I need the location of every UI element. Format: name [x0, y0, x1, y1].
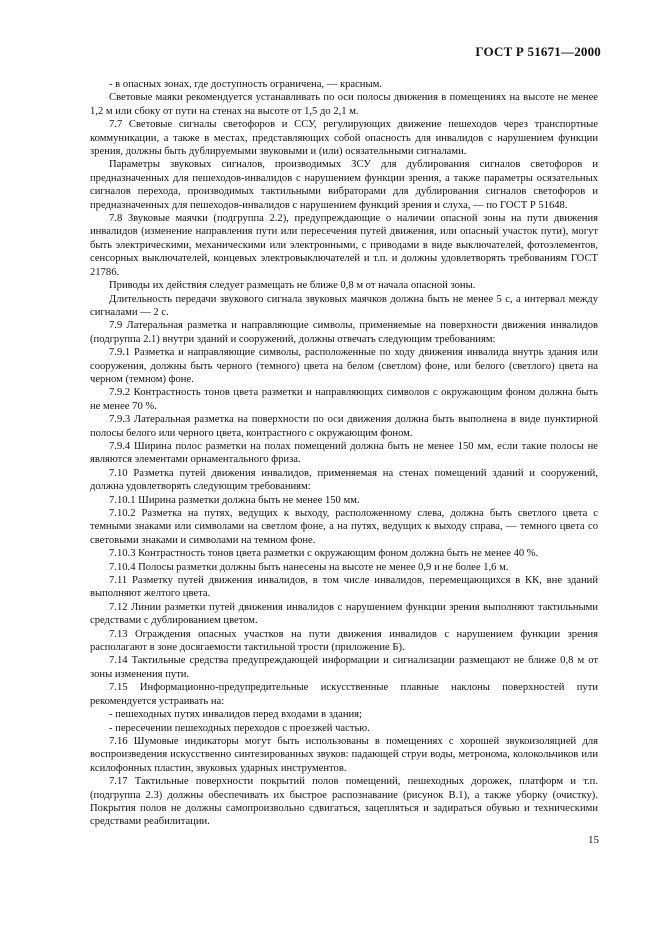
paragraph-7-7: 7.7 Световые сигналы светофоров и ССУ, регулирующих движение пешеходов через транспортные коммуникации, а также в местах, представляющих собой опасность для инвалидов с нарушением функции зрения, должны быть дублируемыми звуковыми и (или) осязательными сигналами. [90, 119, 598, 158]
paragraph-signal-duration: Длительность передачи звукового сигнала звуковых маячков должна быть не менее 5 с, а интервал между сигналами — 2 с. [90, 293, 598, 318]
paragraph-7-15: 7.15 Информационно-предупредительные искусственные плавные наклоны поверхностей пути рекомендуется устраивать на: [90, 682, 598, 707]
paragraph-7-9: 7.9 Латеральная разметка и направляющие символы, применяемые на поверхности движения инвалидов (подгруппа 2.1) внутри зданий и сооружений, должны отвечать следующим требованиям: [90, 320, 598, 345]
paragraph-7-9-4: 7.9.4 Ширина полос разметки на полах помещений должна быть не менее 150 мм, если такие полосы не являются элементами орнаментального фриза. [90, 440, 598, 466]
paragraph-7-10-2: 7.10.2 Разметка на путях, ведущих к выходу, расположенному слева, должна быть светлого цвета с темными знаками или символами на светлом фоне, а на путях, ведущих к выходу справа, — темного цвета со световыми знаками и символами на темном фоне. [90, 508, 598, 546]
paragraph-7-10: 7.10 Разметка путей движения инвалидов, применяемая на стенах помещений зданий и сооружений, должна удовлетворять следующим требованиям: [90, 467, 598, 493]
paragraph-7-9-2: 7.9.2 Контрастность тонов цвета разметки и направляющих символов с окружающим фоном должна быть не менее 70 %. [90, 387, 598, 412]
paragraph-7-13: 7.13 Ограждения опасных участков на пути движения инвалидов с нарушением функции зрения располагают в зоне досягаемости тактильной трости (приложение Б). [90, 628, 598, 654]
page-number: 15 [588, 834, 599, 846]
paragraph-drive-placement: Приводы их действия следует размещать не ближе 0,8 м от начала опасной зоны. [109, 280, 476, 292]
paragraph-light-beacons: Световые маяки рекомендуется устанавливать по оси полосы движения в помещениях на высоте не менее 1,2 м или сбоку от пути на стенах на высоте от 1,5 до 2,1 м. [90, 92, 598, 117]
paragraph-red-zone: - в опасных зонах, где доступность ограничена, — красным. [109, 79, 382, 90]
list-item-crossings: - пересечении пешеходных переходов с проезжей частью. [109, 722, 370, 734]
paragraph-7-11: 7.11 Разметку путей движения инвалидов, в том числе инвалидов, перемещающихся в КК, вне зданий выполняют желтого цвета. [90, 575, 598, 600]
paragraph-7-9-1: 7.9.1 Разметка и направляющие символы, расположенные по ходу движения инвалида внутрь здания или сооружения, должны быть черного (темного) цвета на белом (светлом) фоне, или белого (светлого) цвета на черном (темном) фоне. [90, 347, 598, 385]
paragraph-7-10-3: 7.10.3 Контрастность тонов цвета разметки с окружающим фоном должна быть не менее 40 %. [109, 548, 539, 560]
paragraph-7-17: 7.17 Тактильные поверхности покрытий полов помещений, пешеходных дорожек, платформ и т.п. (подгруппа 2.3) должны обеспечивать их быстрое распознавание (рисунок В.1), а также уборку (очистку). Покрытия полов не должны самопроизвольно сдвигаться, зацепляться и задираться обувью и техническими средствами реабилитации. [90, 776, 598, 828]
paragraph-7-10-4: 7.10.4 Полосы разметки должны быть нанесены на высоте не менее 0,9 и не более 1,6 м. [109, 561, 509, 573]
paragraph-sound-parameters: Параметры звуковых сигналов, производимых ЗСУ для дублирования сигналов светофоров и предназначенных для пешеходов-инвалидов с нарушением функции зрения, а также параметры осязательных сигналов перехода, производимых тактильными вибраторами для дублирования сигналов светофоров и предназначенных для пешеходов-инвалидов с нарушением функций зрения и слуха, — по ГОСТ Р 51648. [90, 159, 598, 211]
paragraph-7-16: 7.16 Шумовые индикаторы могут быть использованы в помещениях с хорошей звукоизоляцией для воспроизведения искусственно синтезированных звуков: падающей струи воды, метронома, колокольчиков или ксилофонных пластин, звуковых ударных инструментов. [90, 735, 598, 774]
paragraph-7-12: 7.12 Линии разметки путей движения инвалидов с нарушением функции зрения выполняют тактильными средствами с дублированием цветом. [90, 601, 598, 627]
list-item-building-entrances: - пешеходных путях инвалидов перед входами в здания; [109, 709, 362, 721]
paragraph-7-8: 7.8 Звуковые маячки (подгруппа 2.2), предупреждающие о наличии опасной зоны на пути движения инвалидов (изменение направления пути или пересечения путей движения, или опасный участок пути), могут быть электрическими, механическими или электронными, с приводами в виде выключателей, фотоэлементов, сенсорных выключателей, концевых электровыключателей и т.п. и должны удовлетворять требованиям ГОСТ 21786. [90, 213, 598, 278]
standard-header: ГОСТ Р 51671—2000 [475, 44, 601, 59]
paragraph-7-14: 7.14 Тактильные средства предупреждающей информации и сигнализации размещают не ближе 0,8 м от зоны изменения пути. [90, 655, 598, 680]
paragraph-7-10-1: 7.10.1 Ширина разметки должна быть не менее 150 мм. [109, 494, 360, 506]
body-text [90, 78, 598, 829]
paragraph-7-9-3: 7.9.3 Латеральная разметка на поверхности по оси движения должна быть выполнена в виде пунктирной полосы белого или черного цвета, контрастного с окружающим фоном. [90, 414, 598, 439]
